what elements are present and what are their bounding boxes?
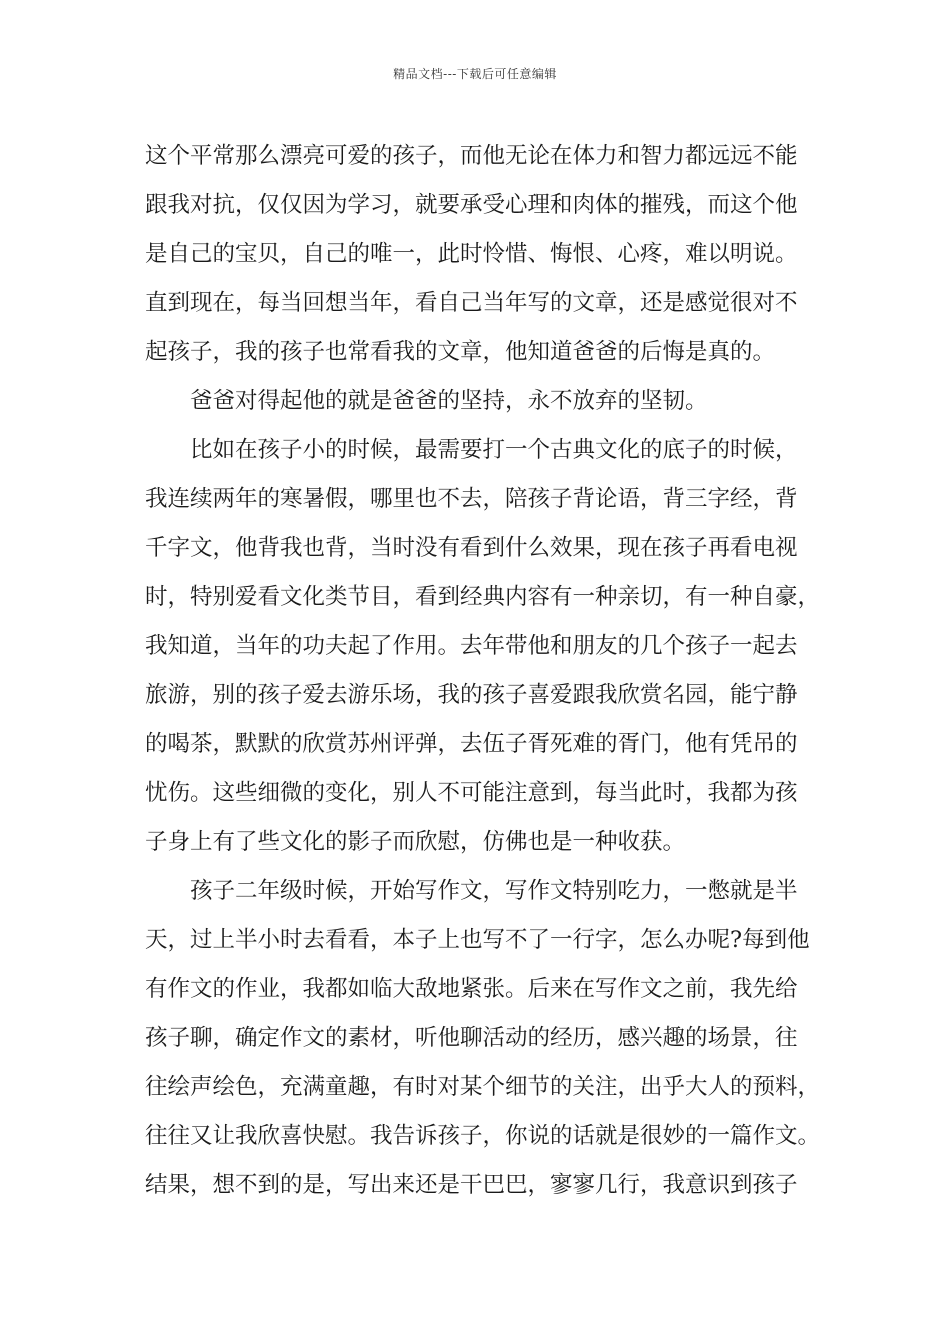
text-line: 天，过上半小时去看看，本子上也写不了一行字，怎么办呢?每到他 bbox=[145, 927, 810, 953]
text-line: 往绘声绘色，充满童趣，有时对某个细节的关注，出乎大人的预料， bbox=[145, 1074, 821, 1100]
text-line: 是自己的宝贝，自己的唯一，此时怜惜、悔恨、心疼，难以明说。 bbox=[145, 241, 798, 267]
text-line: 起孩子，我的孩子也常看我的文章，他知道爸爸的后悔是真的。 bbox=[145, 339, 776, 365]
text-line: 直到现在，每当回想当年，看自己当年写的文章，还是感觉很对不 bbox=[145, 290, 798, 316]
text-line: 往往又让我欣喜快慰。我告诉孩子，你说的话就是很妙的一篇作文。 bbox=[145, 1123, 821, 1149]
page-header: 精品文档---下载后可任意编辑 bbox=[393, 67, 557, 81]
body-text bbox=[145, 132, 825, 1210]
text-line: 有作文的作业，我都如临大敌地紧张。后来在写作文之前，我先给 bbox=[145, 976, 798, 1002]
text-line: 时，特别爱看文化类节目，看到经典内容有一种亲切，有一种自豪， bbox=[145, 584, 821, 610]
text-line: 旅游，别的孩子爱去游乐场，我的孩子喜爱跟我欣赏名园，能宁静 bbox=[145, 682, 798, 708]
text-line: 千字文，他背我也背，当时没有看到什么效果，现在孩子再看电视 bbox=[145, 535, 798, 561]
text-line: 我知道，当年的功夫起了作用。去年带他和朋友的几个孩子一起去 bbox=[145, 633, 798, 659]
text-line: 跟我对抗，仅仅因为学习，就要承受心理和肉体的摧残，而这个他 bbox=[145, 192, 798, 218]
text-line: 我连续两年的寒暑假，哪里也不去，陪孩子背论语，背三字经，背 bbox=[145, 486, 798, 512]
text-line: 爸爸对得起他的就是爸爸的坚持，永不放弃的坚韧。 bbox=[190, 388, 708, 414]
text-line: 的喝茶，默默的欣赏苏州评弹，去伍子胥死难的胥门，他有凭吊的 bbox=[145, 731, 798, 757]
text-line: 比如在孩子小的时候，最需要打一个古典文化的底子的时候， bbox=[190, 437, 798, 463]
text-line: 这个平常那么漂亮可爱的孩子，而他无论在体力和智力都远远不能 bbox=[145, 143, 798, 169]
text-line: 子身上有了些文化的影子而欣慰，仿佛也是一种收获。 bbox=[145, 829, 686, 855]
text-line: 孩子二年级时候，开始写作文，写作文特别吃力，一憋就是半 bbox=[190, 878, 798, 904]
text-line: 结果，想不到的是，写出来还是干巴巴，寥寥几行，我意识到孩子 bbox=[145, 1172, 798, 1198]
text-line: 孩子聊，确定作文的素材，听他聊活动的经历，感兴趣的场景，往 bbox=[145, 1025, 798, 1051]
text-line: 忧伤。这些细微的变化，别人不可能注意到，每当此时，我都为孩 bbox=[145, 780, 798, 806]
